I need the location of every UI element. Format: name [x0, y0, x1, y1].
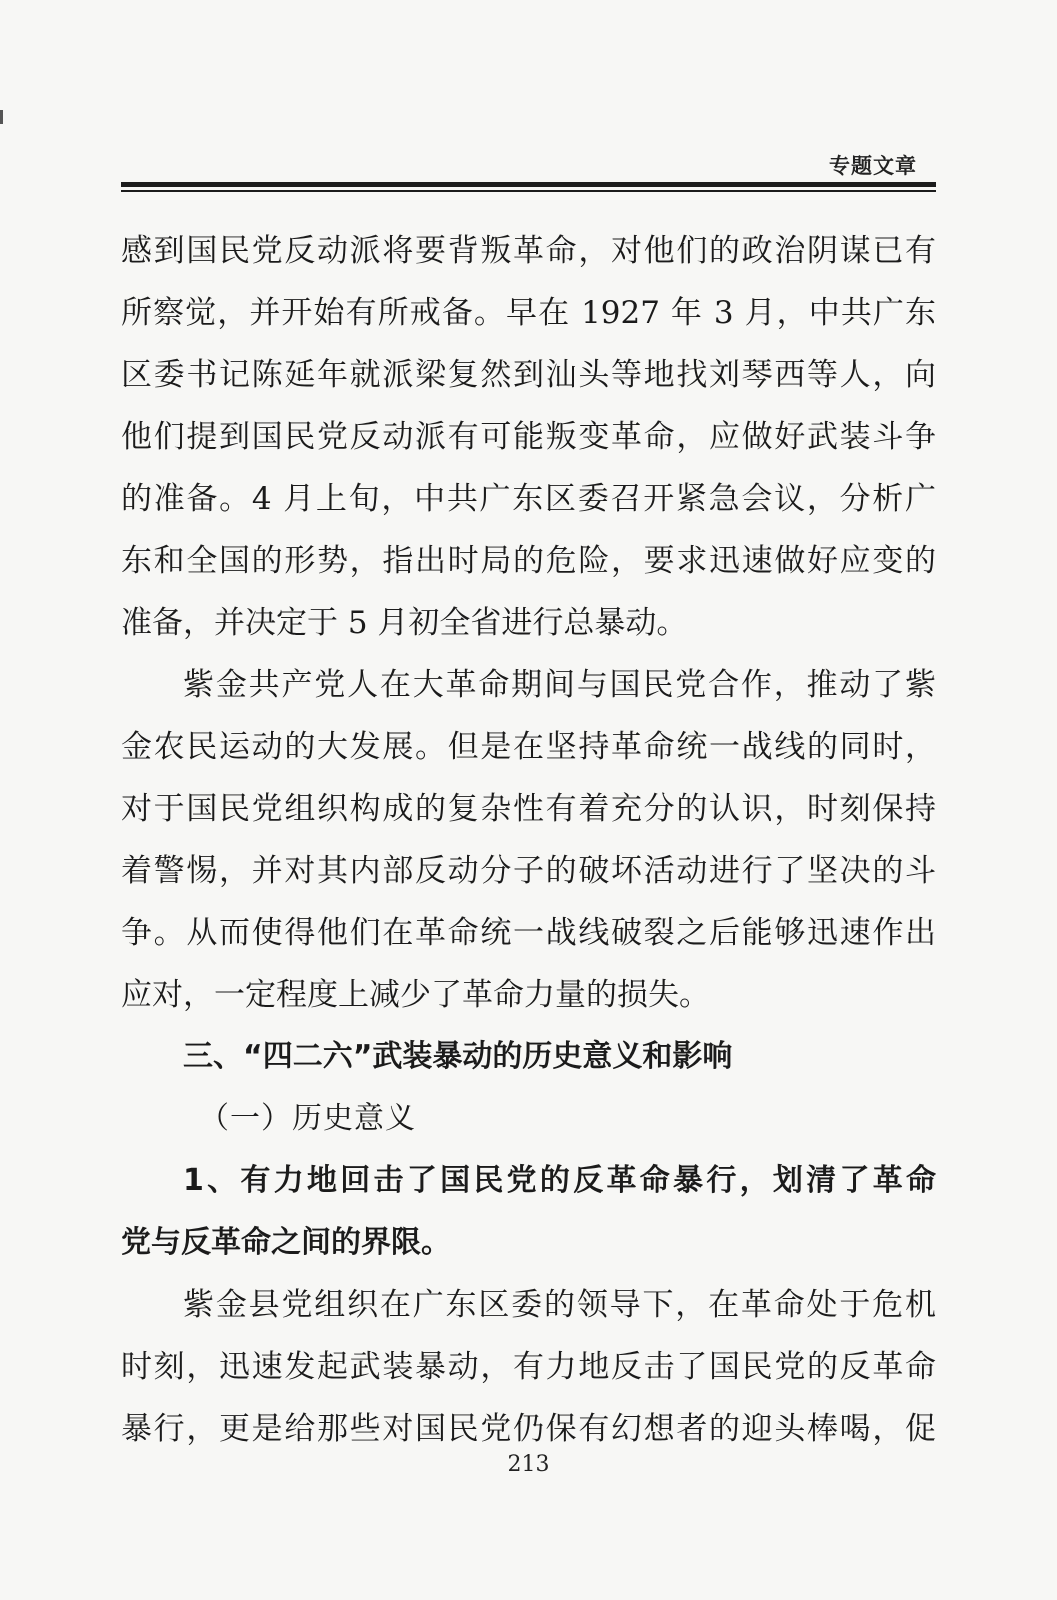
text-line: 感到国民党反动派将要背叛革命，对他们的政治阴谋已有 [121, 233, 936, 269]
text-line: 时刻，迅速发起武装暴动，有力地反击了国民党的反革命 [121, 1349, 936, 1385]
text-line: 争。从而使得他们在革命统一战线破裂之后能够迅速作出 [121, 915, 936, 951]
text-line: 准备，并决定于 5 月初全省进行总暴动。 [121, 605, 688, 641]
text-line: 对于国民党组织构成的复杂性有着充分的认识，时刻保持 [121, 791, 936, 827]
text-line: 所察觉，并开始有所戒备。早在 1927 年 3 月，中共广东 [121, 295, 936, 331]
text-line: 应对，一定程度上减少了革命力量的损失。 [121, 977, 710, 1013]
text-line: 着警惕，并对其内部反动分子的破坏活动进行了坚决的斗 [121, 853, 936, 889]
scan-mark [0, 110, 3, 124]
page-number: 213 [507, 1452, 550, 1477]
section-heading: 三、“四二六”武装暴动的历史意义和影响 [183, 1039, 733, 1074]
point-heading: 党与反革命之间的界限。 [121, 1225, 451, 1260]
text-line: 暴行，更是给那些对国民党仍保有幻想者的迎头棒喝，促 [121, 1411, 936, 1447]
header-rule-thin [121, 190, 936, 192]
text-line: 区委书记陈延年就派梁复然到汕头等地找刘琴西等人，向 [121, 357, 936, 393]
text-line: 的准备。4 月上旬，中共广东区委召开紧急会议，分析广 [121, 481, 936, 517]
text-line: 紫金县党组织在广东区委的领导下，在革命处于危机 [183, 1287, 936, 1323]
header-rule-thick [121, 182, 936, 187]
text-line: 紫金共产党人在大革命期间与国民党合作，推动了紫 [183, 667, 936, 703]
subsection-heading: （一）历史意义 [199, 1101, 416, 1136]
text-line: 东和全国的形势，指出时局的危险，要求迅速做好应变的 [121, 543, 936, 579]
text-line: 金农民运动的大发展。但是在坚持革命统一战线的同时， [121, 729, 936, 765]
running-head: 专题文章 [829, 154, 917, 178]
text-line: 他们提到国民党反动派有可能叛变革命，应做好武装斗争 [121, 419, 936, 455]
point-heading: 1、有力地回击了国民党的反革命暴行，划清了革命 [183, 1163, 936, 1198]
body-text [121, 220, 936, 1460]
